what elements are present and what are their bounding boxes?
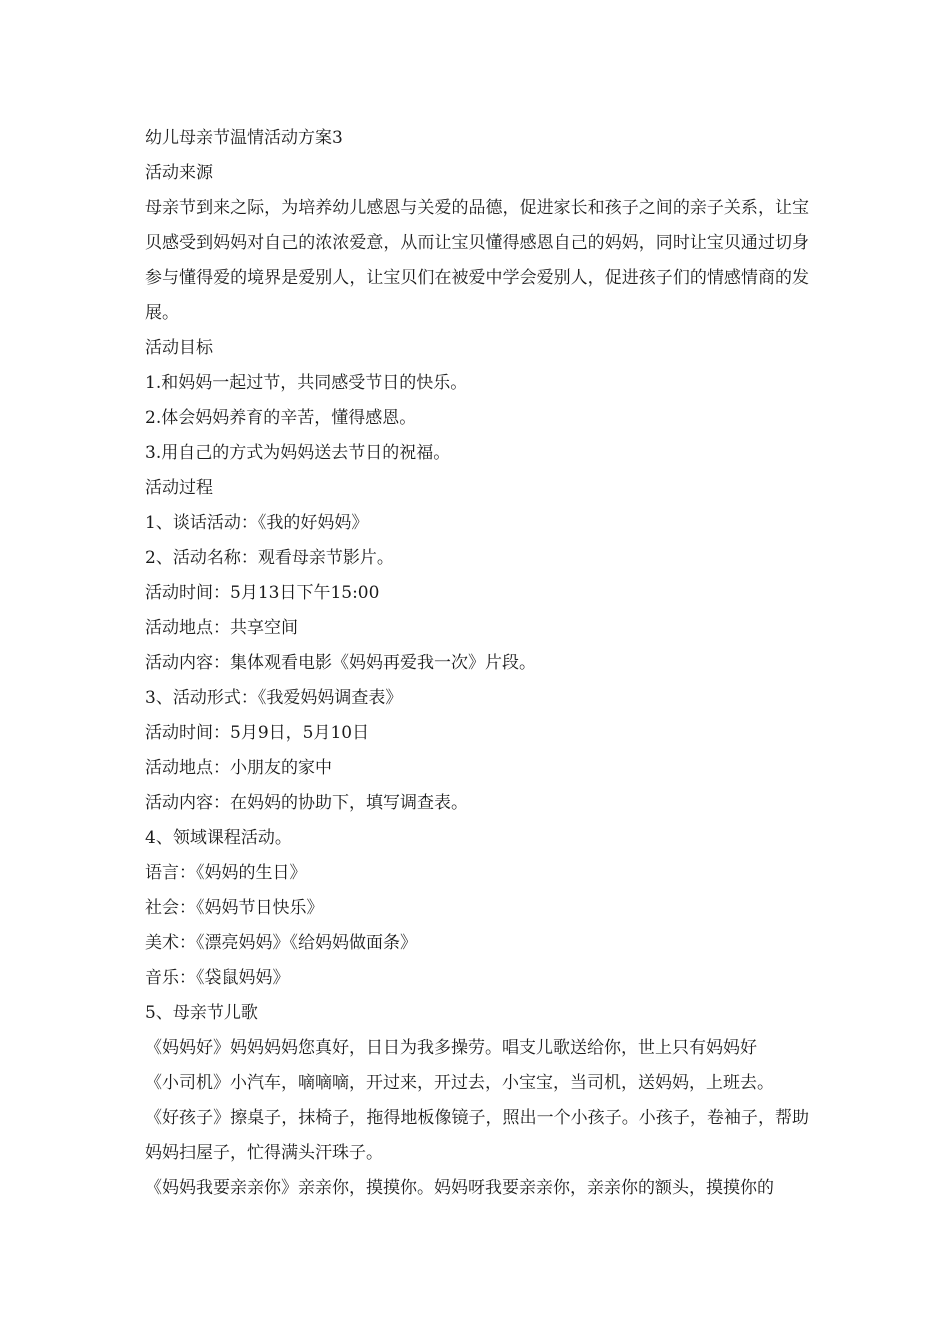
process-item: 语言：《妈妈的生日》 [145,863,307,883]
process-item: 活动内容：集体观看电影《妈妈再爱我一次》片段。 [145,653,536,673]
process-item: 3、活动形式：《我爱妈妈调查表》 [145,688,403,708]
song-paragraph: 《小司机》小汽车，嘀嘀嘀，开过来，开过去，小宝宝，当司机，送妈妈，上班去。 [145,1073,774,1093]
process-item: 5、母亲节儿歌 [145,1003,258,1023]
process-item: 美术：《漂亮妈妈》《给妈妈做面条》 [145,933,417,953]
process-item: 活动地点：小朋友的家中 [145,758,332,778]
goal-item: 3.用自己的方式为妈妈送去节日的祝福。 [145,443,451,463]
process-item: 活动地点：共享空间 [145,618,298,638]
section-heading-source: 活动来源 [145,163,213,183]
process-item: 音乐：《袋鼠妈妈》 [145,968,290,988]
source-paragraph: 母亲节到来之际，为培养幼儿感恩与关爱的品德，促进家长和孩子之间的亲子关系，让宝贝感受到妈妈对自己的浓浓爱意，从而让宝贝懂得感恩自己的妈妈，同时让宝贝通过切身参与懂得爱的境界是爱别人，让宝贝们在被爱中学会爱别人，促进孩子们的情感情商的发展。 [145,198,809,323]
section-heading-process: 活动过程 [145,478,213,498]
song-paragraph: 《妈妈我要亲亲你》亲亲你，摸摸你。妈妈呀我要亲亲你，亲亲你的额头，摸摸你的 [145,1178,774,1198]
process-item: 活动内容：在妈妈的协助下，填写调查表。 [145,793,468,813]
section-heading-goal: 活动目标 [145,338,213,358]
process-item: 活动时间：5月13日下午15:00 [145,583,380,603]
process-item: 活动时间：5月9日，5月10日 [145,723,370,743]
song-paragraph: 《好孩子》擦桌子，抹椅子，拖得地板像镜子，照出一个小孩子。小孩子，卷袖子，帮助妈妈扫屋子，忙得满头汗珠子。 [145,1108,809,1163]
document-title: 幼儿母亲节温情活动方案3 [145,128,343,148]
process-item: 1、谈话活动：《我的好妈妈》 [145,513,369,533]
goal-item: 1.和妈妈一起过节，共同感受节日的快乐。 [145,373,468,393]
process-item: 社会：《妈妈节日快乐》 [145,898,324,918]
goal-item: 2.体会妈妈养育的辛苦，懂得感恩。 [145,408,417,428]
process-item: 4、领域课程活动。 [145,828,292,848]
process-item: 2、活动名称：观看母亲节影片。 [145,548,394,568]
document-body [145,121,809,1206]
song-paragraph: 《妈妈好》妈妈妈妈您真好，日日为我多操劳。唱支儿歌送给你，世上只有妈妈好 [145,1038,757,1058]
